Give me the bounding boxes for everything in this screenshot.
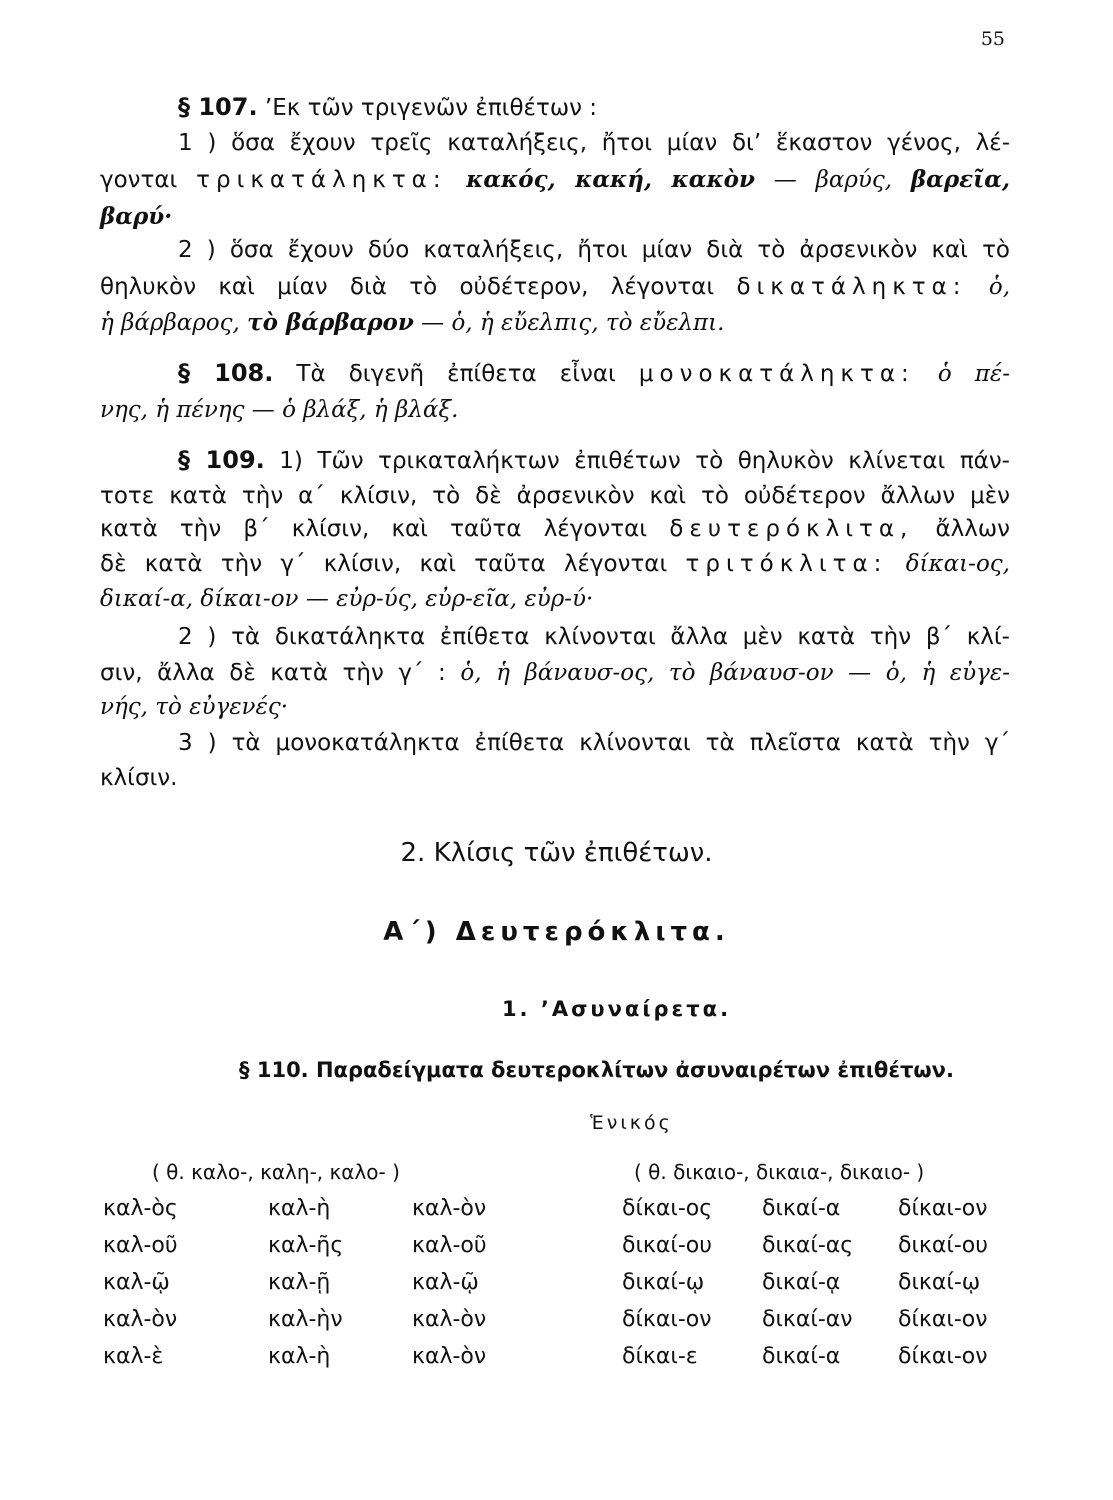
section-number: § 107. [178,93,258,121]
paragraph-line [100,514,1010,544]
stem-left: ( θ. καλο-, καλη-, καλο- ) [152,1160,400,1184]
section-number: § 108. [178,359,274,387]
chapter-heading: 2. Κλίσις τῶν ἐπιθέτων. [400,838,713,868]
paradigm-cell: δικαί-ῳ [898,1270,981,1295]
section-number: § 109. [178,446,265,474]
paragraph-line [100,272,1010,302]
paradigm-cell: καλ-ὸν [412,1307,487,1332]
spaced-term: τριτόκλιτα: [685,551,888,577]
paradigm-cell: δίκαι-ον [898,1196,988,1221]
paradigm-cell: καλ-ὴν [268,1307,343,1332]
stem-right: ( θ. δικαιο-, δικαια-, δικαιο- ) [634,1160,925,1184]
paragraph-line [100,308,1010,338]
paradigm-cell: καλ-ῆς [268,1233,344,1258]
paragraph-line: 1 ) ὅσα ἔχουν τρεῖς καταλήξεις, ἤτοι μίαν δι’ ἕκαστον γένος, λέ- [178,130,1010,156]
paradigm-cell: καλ-οῦ [103,1233,178,1258]
text-span: 1) Τῶν τρικαταλήκτων ἐπιθέτων τὸ θηλυκὸν κλίνεται πάν- [264,448,1010,474]
example-italic: — βαρύς, [754,167,911,193]
example-italic: δίκαι-ος, [887,551,1010,577]
paragraph-line: 2 ) ὅσα ἔχουν δύο καταλήξεις, ἤτοι μίαν διὰ τὸ ἀρσενικὸν καὶ τὸ [178,237,1010,263]
paragraph-line [100,692,1010,722]
paradigm-cell: καλ-ὲ [103,1344,164,1369]
example-italic: ὁ, ἡ βάναυσ-ος, τὸ βάναυσ-ον — ὁ, ἡ εὐγε- [460,660,1010,686]
number-label: Ἑνικός [590,1112,673,1134]
section-text: ’Εκ τῶν τριγενῶν ἐπιθέτων : [264,95,597,121]
spaced-term: δευτερόκλιτα, [669,516,914,542]
paradigm-cell: δίκαι-ε [622,1344,698,1369]
example-italic: ὁ, [966,274,1010,300]
example-italic: δικαί-α, δίκαι-ον — εὐρ-ύς, εὐρ-εῖα, εὐρ-ύ· [100,586,594,612]
paradigm-cell: καλ-ῇ [268,1270,331,1295]
paradigm-cell: δικαί-α [762,1196,841,1221]
text-span: ἄλλων [913,516,1010,542]
paradigm-cell: καλ-ὸν [412,1196,487,1221]
spaced-term: δικατάληκτα: [736,274,967,300]
paragraph-line [100,395,1010,425]
subsubsection-heading: 1. ’Ασυναίρετα. [501,997,732,1021]
example-bold: βαρεῖα, [910,166,1010,193]
page-number: 55 [980,28,1005,50]
paradigm-cell: δικαί-α [762,1344,841,1369]
paradigm-cell: καλ-ὴ [268,1196,331,1221]
text-span: σιν, ἄλλα δὲ κατὰ τὴν γ΄ : [100,660,461,686]
paradigm-cell: δικαί-ᾳ [762,1270,841,1295]
example-bold: τὸ βάρβαρον [247,309,414,336]
paragraph-line: κλίσιν. [100,765,178,791]
paradigm-cell: δικαί-αν [762,1307,853,1332]
paragraph-line [100,202,1010,232]
example-italic: ὁ πέ- [914,361,1010,387]
example-italic: νής, τὸ εὐγενές· [100,694,289,720]
paragraph-line: 2 ) τὰ δικατάληκτα ἐπίθετα κλίνονται ἄλλα μὲν κατὰ τὴν β΄ κλί- [178,624,1010,650]
spaced-term: τρικατάληκτα: [196,167,447,193]
example-italic: ἡ βάρβαρος, [100,310,248,336]
text-span: κατὰ τὴν β΄ κλίσιν, καὶ ταῦτα λέγονται [100,516,670,542]
text-span: Τὰ διγενῆ ἐπίθετα εἶναι [273,361,639,387]
paradigm-cell: καλ-ῷ [103,1270,170,1295]
paradigm-cell: δικαί-ου [622,1233,712,1258]
paradigm-cell: δικαί-ου [898,1233,988,1258]
paradigm-cell: καλ-ὸν [412,1344,487,1369]
paradigm-cell: καλ-ὸς [103,1196,178,1221]
paragraph-line [100,549,1010,579]
example-italic: — ὁ, ἡ εὔελπις, τὸ εὔελπι. [413,310,725,336]
example-italic: νης, ἡ πένης — ὁ βλάξ, ἡ βλάξ. [100,397,459,423]
section-110-heading: § 110. Παραδείγματα δευτεροκλίτων ἀσυναιρέτων ἐπιθέτων. [239,1058,954,1082]
paradigm-cell: δικαί-ας [762,1233,854,1258]
paradigm-cell: καλ-ῷ [412,1270,479,1295]
paradigm-cell: δίκαι-ον [898,1307,988,1332]
paragraph-line: 3 ) τὰ μονοκατάληκτα ἐπίθετα κλίνονται τὰ πλεῖστα κατὰ τὴν γ΄ [178,730,1010,756]
paradigm-cell: δίκαι-ον [898,1344,988,1369]
paragraph-line: τοτε κατὰ τὴν α΄ κλίσιν, τὸ δὲ ἀρσενικὸν καὶ τὸ οὐδέτερον ἄλλων μὲν [100,483,1010,509]
subsection-heading: Α΄) Δευτερόκλιτα. [383,917,730,947]
text-span: δὲ κατὰ τὴν γ΄ κλίσιν, καὶ ταῦτα λέγονται [100,551,686,577]
paragraph-line [100,165,1010,195]
spaced-term: μονοκατάληκτα: [638,361,915,387]
section-109-heading [178,445,1010,476]
text-span: γονται [100,167,197,193]
example-bold: κακός, κακή, κακὸν [446,166,755,193]
paradigm-cell: καλ-οῦ [412,1233,487,1258]
paragraph-line [100,584,1010,614]
section-107-heading [178,92,1088,123]
section-108-heading [178,358,1010,389]
example-bold: βαρύ· [100,203,173,230]
text-span: θηλυκὸν καὶ μίαν διὰ τὸ οὐδέτερον, λέγονται [100,274,737,300]
paradigm-cell: δικαί-ῳ [622,1270,705,1295]
paradigm-cell: δίκαι-ον [622,1307,712,1332]
paradigm-cell: καλ-ὴ [268,1344,331,1369]
paradigm-cell: δίκαι-ος [622,1196,713,1221]
paragraph-line [100,658,1010,688]
paradigm-cell: καλ-ὸν [103,1307,178,1332]
